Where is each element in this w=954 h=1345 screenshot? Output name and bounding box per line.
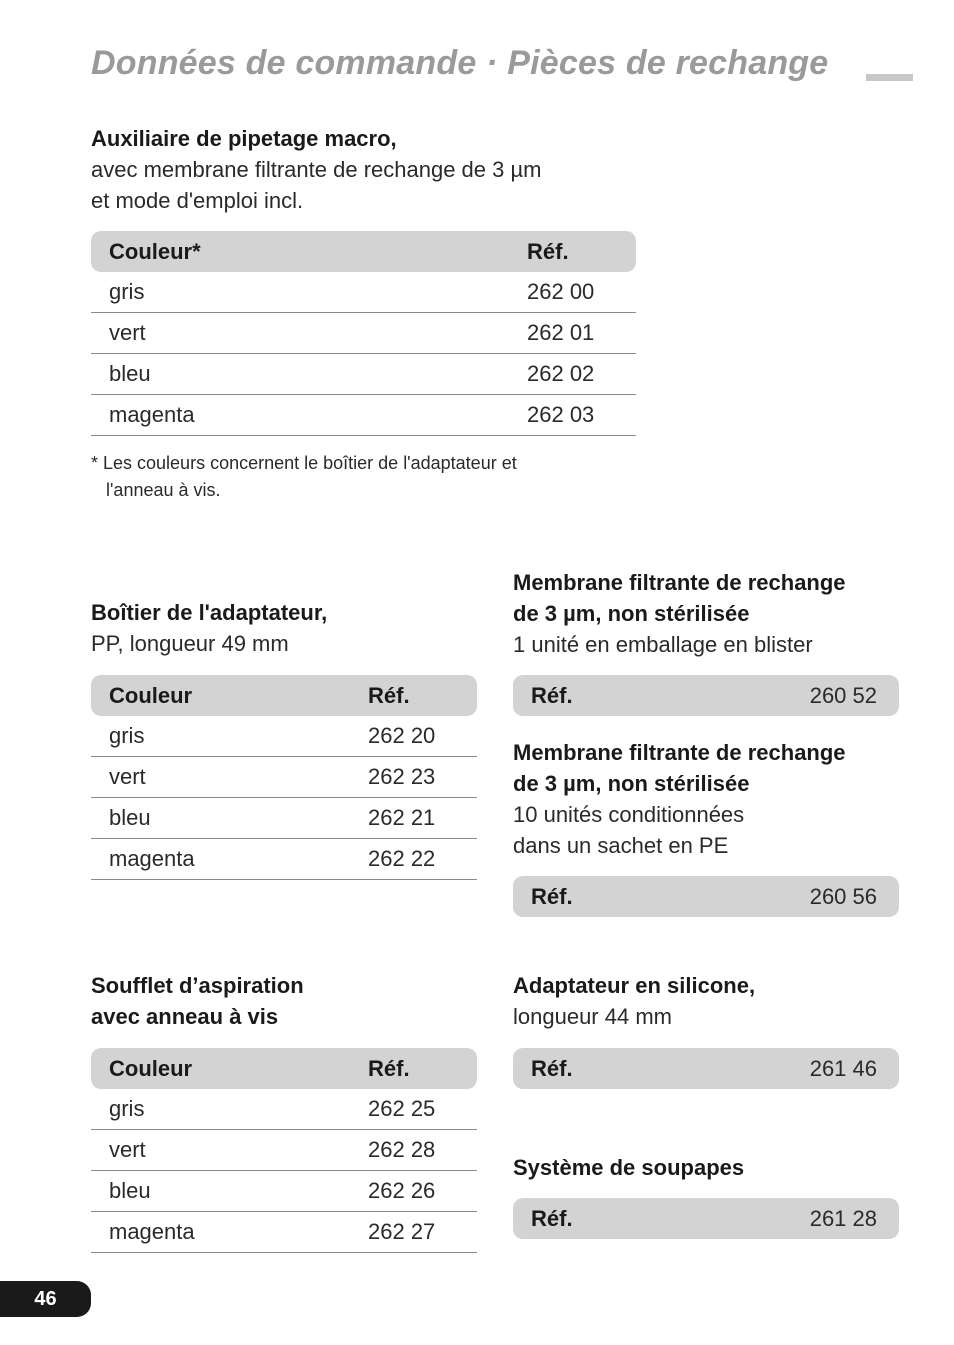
cell-ref: 262 03 [509,395,636,436]
membrane10-ref-bar [513,876,899,917]
macro-desc-line1: avec membrane filtrante de rechange de 3 µm [91,157,542,182]
boitier-desc: PP, longueur 49 mm [91,631,289,656]
cell-color: bleu [91,798,350,839]
cell-ref: 262 01 [509,313,636,354]
ref-value: 260 52 [809,683,877,708]
column-header-color: Couleur [91,1048,350,1089]
cell-color: vert [91,1130,350,1171]
cell-ref: 262 21 [350,798,477,839]
membrane1-heading-line1: Membrane filtrante de rechange [513,570,846,595]
cell-ref: 262 02 [509,354,636,395]
macro-color-table [91,231,636,436]
table-row [91,1171,477,1212]
title-decoration-bar [866,74,913,81]
cell-ref: 262 20 [350,716,477,757]
boitier-heading: Boîtier de l'adaptateur, [91,600,328,625]
table-row [91,1089,477,1130]
ref-label: Réf. [531,1056,573,1081]
boitier-section [91,597,327,659]
cell-ref: 262 28 [350,1130,477,1171]
cell-ref: 262 00 [509,272,636,313]
table-row [91,313,636,354]
membrane1-desc: 1 unité en emballage en blister [513,632,813,657]
macro-desc-line2: et mode d'emploi incl. [91,188,304,213]
table-row [91,272,636,313]
ref-value: 261 28 [809,1206,877,1231]
silicone-section [513,970,755,1032]
boitier-color-table [91,675,477,880]
membrane1-section [513,567,846,660]
page-number: 46 [0,1281,91,1317]
cell-color: gris [91,716,350,757]
cell-ref: 262 25 [350,1089,477,1130]
macro-section [91,123,541,216]
membrane10-heading-line2: de 3 µm, non stérilisée [513,771,750,796]
ref-label: Réf. [531,884,573,909]
table-row [91,839,477,880]
membrane10-desc-line1: 10 unités conditionnées [513,802,745,827]
table-row [91,757,477,798]
column-header-ref: Réf. [350,675,477,716]
silicone-desc: longueur 44 mm [513,1004,672,1029]
cell-color: vert [91,757,350,798]
soupapes-heading: Système de soupapes [513,1155,745,1180]
cell-color: bleu [91,1171,350,1212]
cell-ref: 262 22 [350,839,477,880]
ref-label: Réf. [531,1206,573,1231]
cell-color: magenta [91,839,350,880]
membrane10-desc-line2: dans un sachet en PE [513,833,729,858]
membrane10-section [513,737,846,861]
cell-color: bleu [91,354,509,395]
cell-color: magenta [91,395,509,436]
soufflet-heading-line2: avec anneau à vis [91,1004,279,1029]
column-header-color: Couleur [91,675,350,716]
soufflet-heading-line1: Soufflet d’aspiration [91,973,304,998]
cell-color: vert [91,313,509,354]
silicone-ref-bar [513,1048,899,1089]
cell-color: gris [91,272,509,313]
soufflet-color-table [91,1048,477,1253]
ref-value: 260 56 [809,884,877,909]
footnote-line1: * Les couleurs concernent le boîtier de l'adaptateur et [91,453,517,473]
ref-label: Réf. [531,683,573,708]
ref-value: 261 46 [809,1056,877,1081]
cell-ref: 262 27 [350,1212,477,1253]
cell-color: gris [91,1089,350,1130]
cell-ref: 262 23 [350,757,477,798]
column-header-color: Couleur* [91,231,509,272]
cell-ref: 262 26 [350,1171,477,1212]
table-row [91,354,636,395]
membrane10-heading-line1: Membrane filtrante de rechange [513,740,846,765]
table-row [91,716,477,757]
table-row [91,798,477,839]
column-header-ref: Réf. [509,231,636,272]
table-row [91,1212,477,1253]
column-header-ref: Réf. [350,1048,477,1089]
cell-color: magenta [91,1212,350,1253]
membrane1-ref-bar [513,675,899,716]
table-row [91,395,636,436]
macro-footnote [91,450,631,504]
page-title: Données de commande · Pièces de rechange [91,44,829,82]
soupapes-section [513,1152,744,1183]
table-row [91,1130,477,1171]
soupapes-ref-bar [513,1198,899,1239]
footnote-line2: l'anneau à vis. [106,480,221,500]
soufflet-section [91,970,304,1032]
membrane1-heading-line2: de 3 µm, non stérilisée [513,601,750,626]
macro-heading: Auxiliaire de pipetage macro, [91,126,397,151]
silicone-heading: Adaptateur en silicone, [513,973,756,998]
